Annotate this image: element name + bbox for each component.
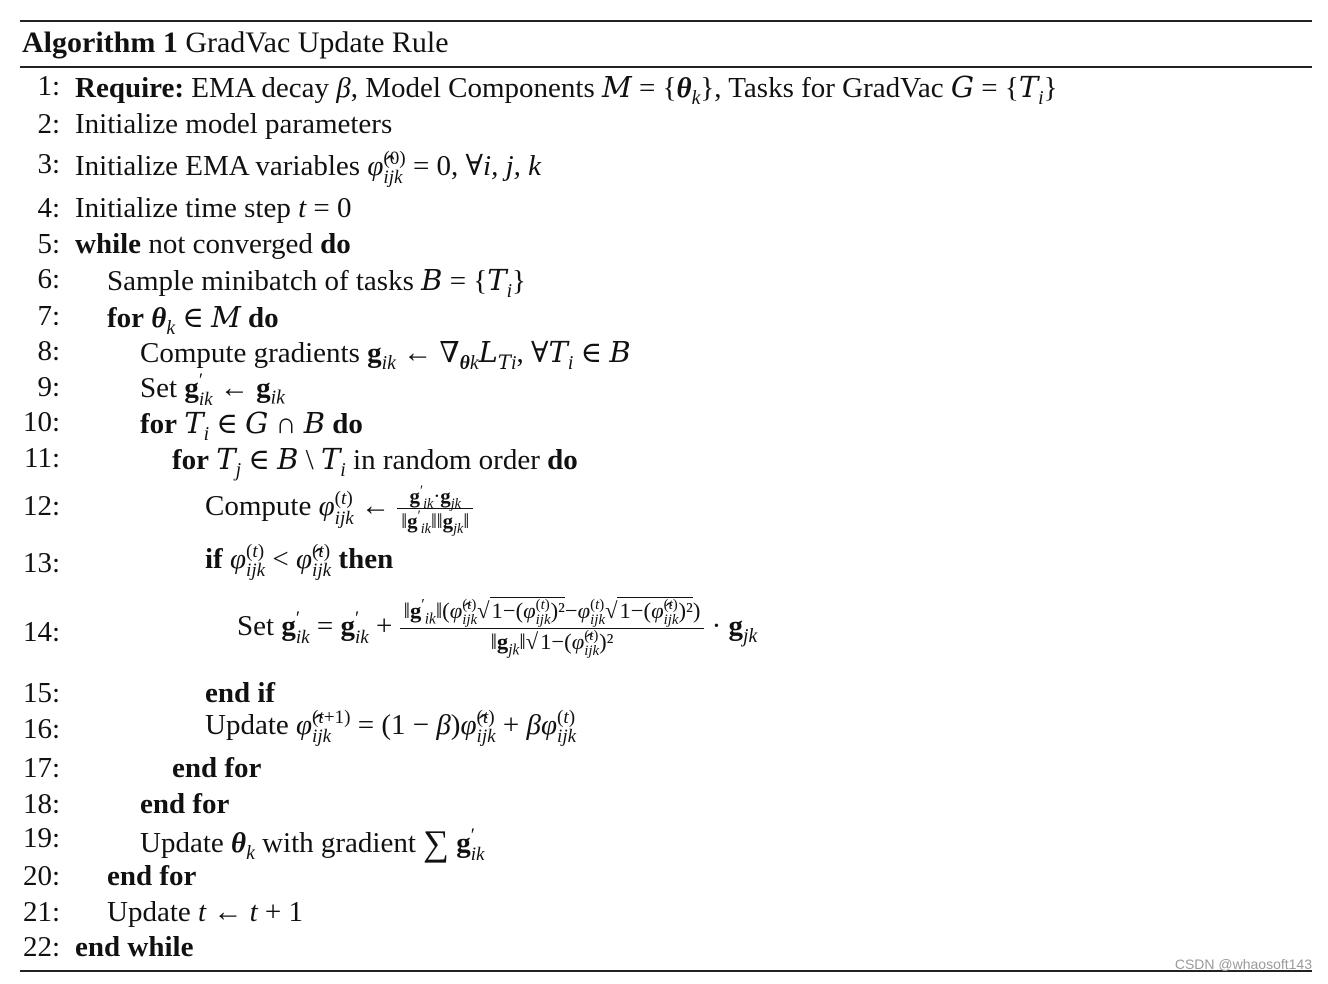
line-number: 21: (22, 896, 60, 928)
line-number: 7: (37, 300, 60, 332)
line-number: 4: (37, 192, 60, 224)
line-content: Compute gradients $g_{ik}$ ← $\nabla_{\theta k}L_{Ti}$, $\forall T_i$ ∈ B (140, 335, 631, 374)
line-content: end while (75, 931, 194, 963)
line-number: 14: (22, 616, 60, 648)
title-rule (20, 66, 1312, 68)
line-content: while not converged do (75, 228, 351, 260)
bottom-rule (20, 970, 1312, 972)
line-number: 13: (22, 547, 60, 579)
line-number: 10: (22, 406, 60, 438)
line-content: Initialize model parameters (75, 108, 393, 140)
line-content: Sample minibatch of tasks $B = \{T_i\}$ (107, 263, 526, 302)
line-content: for $\theta_k$ ∈ M do (107, 300, 279, 339)
line-number: 8: (37, 335, 60, 367)
line-number: 11: (24, 442, 60, 474)
line-number: 15: (22, 677, 60, 709)
watermark: CSDN @whaosoft143 (1174, 956, 1312, 972)
algorithm-title (22, 24, 449, 62)
line-content: if φ (t) ijk < φ̂ (t) ijk then (205, 541, 394, 582)
line-content: Update φ̂ (t+1) ijk = (1 − β)φ̂ (t) ijk + βφ (t) ijk (205, 707, 577, 748)
line-number: 2: (37, 108, 60, 140)
line-number: 17: (22, 752, 60, 784)
line-content: Initialize EMA variables φ̂ (0) ijk = 0, ∀i, j, k (75, 148, 542, 189)
line-content: for $T_j$ ∈ B \ $T_i$ in random order do (172, 442, 578, 481)
line-content: end if (205, 677, 276, 709)
line-number: 22: (22, 931, 60, 963)
line-number: 19: (22, 822, 60, 854)
line-content: Update t ← t + 1 (107, 896, 303, 928)
algorithm-name: GradVac Update Rule (185, 26, 449, 59)
algorithm-label: Algorithm 1 (22, 26, 178, 59)
line-number: 12: (22, 490, 60, 522)
line-content: Set g ′ ik = g ′ ik + $‖g'_{ik}‖(\varphî$ (t) ijk √1−(φ (t) ijk )²−φ (t) ijk √1−(φ̂ (t) ijk )²) $‖g_{jk}‖√1-(\varphî$ (t) ijk )² · $g_{jk}$ (237, 596, 758, 659)
line-number: 16: (22, 713, 60, 745)
line-content: end for (140, 788, 230, 820)
line-content: Initialize time step t = 0 (75, 192, 352, 224)
line-number: 3: (37, 148, 60, 180)
line-content: end for (172, 752, 262, 784)
line-number: 5: (37, 228, 60, 260)
line-content: Require: EMA decay β, Model Components $M = \{\theta_k\}$, Tasks for GradVac $G = \{T_i\}$ (75, 70, 1058, 109)
line-number: 18: (22, 788, 60, 820)
line-number: 1: (37, 70, 60, 102)
line-content: for $T_i$ ∈ G ∩ B do (140, 406, 363, 445)
line-content: end for (107, 860, 197, 892)
line-number: 9: (37, 371, 60, 403)
line-content: Update $\theta_k$ with gradient ∑ g ′ ik (140, 823, 485, 866)
top-rule (20, 20, 1312, 22)
line-number: 6: (37, 263, 60, 295)
line-number: 20: (22, 860, 60, 892)
line-content: Set g ′ ik ← $g_{ik}$ (140, 370, 285, 411)
line-content: Compute φ (t) ijk ← $\frac{g'_{ik}\cdot g_{jk}}{‖g'_{ik}‖‖g_{jk}‖}$ (205, 484, 473, 533)
